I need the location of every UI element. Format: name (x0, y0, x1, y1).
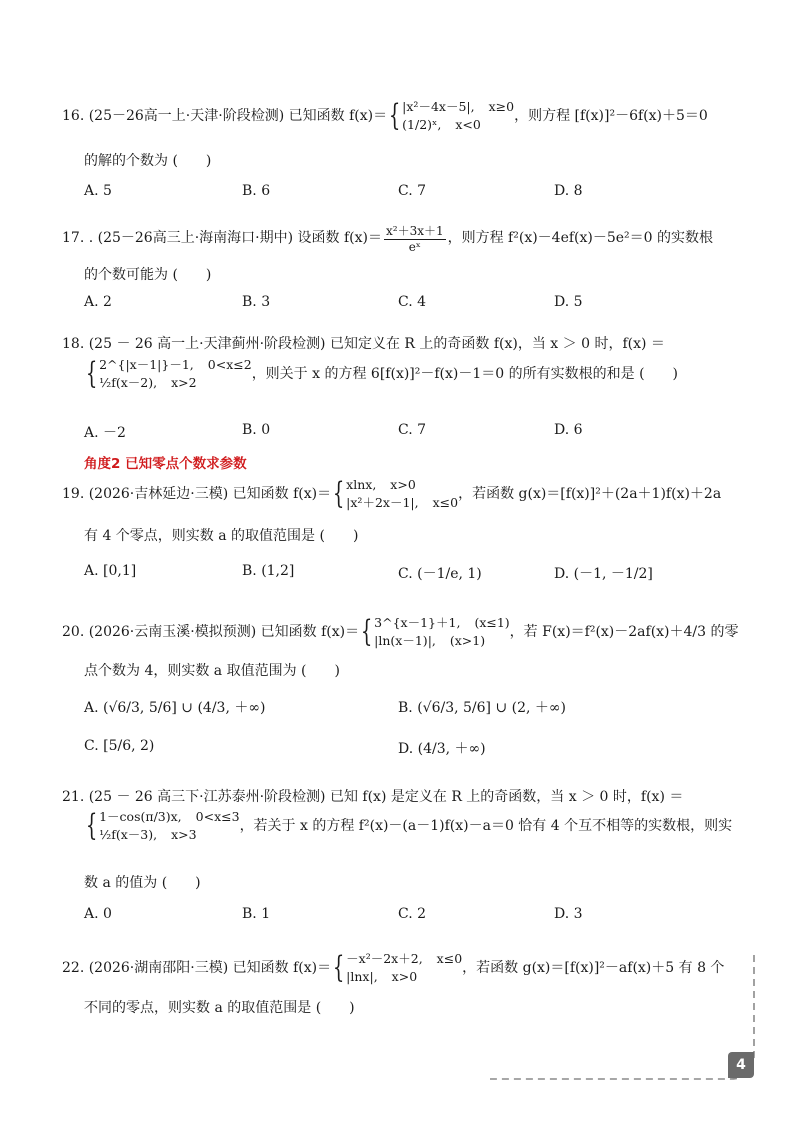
q18-case1: 2^{|x－1|}－1, (99, 357, 194, 372)
q16-option-d[interactable]: D. 8 (554, 183, 583, 199)
q21-piecewise (99, 808, 239, 844)
q17-line2: 的个数可能为 ( ) (84, 267, 212, 283)
q17-denominator: eˣ (408, 240, 421, 254)
q22-post: ，若函数 g(x)＝[f(x)]²－af(x)＋5 有 8 个 (462, 960, 725, 977)
q22-case2: |lnx|, (346, 969, 378, 985)
q19-line2: 有 4 个零点，则实数 a 的取值范围是 ( ) (84, 528, 359, 544)
q18-line1: 18. (25 － 26 高一上·天津蓟州·阶段检测) 已知定义在 R 上的奇函数 f(x)，当 x ＞ 0 时，f(x) ＝ (62, 336, 665, 352)
q21-cond2: x>3 (171, 827, 197, 843)
q16-line2: 的解的个数为 ( ) (84, 153, 212, 169)
q18-option-a[interactable]: A. －2 (84, 425, 126, 441)
q16-post: ，则方程 [f(x)]²－6f(x)＋5＝0 (514, 108, 708, 125)
q18-line2 (84, 356, 678, 392)
q16-case1: |x²－4x－5|, (402, 99, 475, 114)
q22-cond2: x>0 (391, 969, 418, 985)
q22-line2: 不同的零点，则实数 a 的取值范围是 ( ) (84, 1000, 355, 1016)
q21-case2: ½f(x－3), (99, 827, 158, 843)
q22-cond1: x≤0 (436, 951, 463, 966)
q19-case2: |x²＋2x－1|, (346, 495, 419, 511)
q20-option-a[interactable]: A. (√6/3, 5/6] ∪ (4/3, ＋∞) (84, 700, 266, 716)
q16-cond2: x<0 (455, 117, 481, 133)
q21-cond1: 0<x≤3 (195, 809, 240, 824)
q16-case2: (1/2)ˣ, (402, 117, 442, 133)
q21-line2 (84, 808, 732, 844)
q17-option-a[interactable]: A. 2 (84, 294, 112, 310)
brace: { (332, 950, 345, 986)
q16-stem (62, 98, 708, 134)
q17-pre: 17. . (25－26高三上·海南海口·期中) 设函数 f(x)＝ (62, 230, 382, 246)
brace: { (85, 808, 98, 844)
q19-stem (62, 476, 721, 512)
q18-piecewise (99, 356, 252, 392)
q19-pre: 19. (2026·吉林延边·三模) 已知函数 f(x)＝ (62, 486, 332, 503)
brace: { (388, 98, 401, 134)
q17-stem (62, 222, 713, 254)
q21-option-a[interactable]: A. 0 (84, 906, 112, 922)
q20-stem (62, 614, 739, 650)
q20-option-d[interactable]: D. (4/3, ＋∞) (398, 741, 486, 757)
brace: { (360, 614, 373, 650)
q20-cond2: (x>1) (449, 633, 486, 649)
q20-line2: 点个数为 4，则实数 a 取值范围为 ( ) (84, 663, 340, 679)
q20-cond1: (x≤1) (474, 615, 510, 630)
q21-post: ，若关于 x 的方程 f²(x)－(a－1)f(x)－a＝0 恰有 4 个互不相等的实数根，则实 (239, 818, 733, 835)
q22-case1: －x²－2x＋2, (346, 951, 423, 966)
q19-post: ，若函数 g(x)＝[f(x)]²＋(2a＋1)f(x)＋2a (458, 486, 722, 503)
q21-case1: 1－cos(π/3)x, (99, 809, 182, 824)
page-number: 4 (728, 1052, 754, 1078)
brace: { (85, 356, 98, 392)
q16-cond1: x≥0 (488, 99, 515, 114)
q19-option-c[interactable]: C. (－1/e, 1) (398, 566, 482, 582)
q19-case1: xlnx, (346, 477, 377, 492)
q17-option-c[interactable]: C. 4 (398, 294, 427, 310)
q18-cond1: 0<x≤2 (207, 357, 252, 372)
q21-option-c[interactable]: C. 2 (398, 906, 427, 922)
q21-line1: 21. (25 － 26 高三下·江苏泰州·阶段检测) 已知 f(x) 是定义在 R 上的奇函数，当 x ＞ 0 时，f(x) ＝ (62, 789, 684, 805)
q21-option-b[interactable]: B. 1 (242, 906, 271, 922)
q20-option-c[interactable]: C. [5/6, 2) (84, 738, 155, 754)
q18-option-c[interactable]: C. 7 (398, 422, 427, 438)
q19-option-d[interactable]: D. (－1, －1/2] (554, 566, 653, 582)
q21-line3: 数 a 的值为 ( ) (84, 875, 201, 891)
q18-post: ，则关于 x 的方程 6[f(x)]²－f(x)－1＝0 的所有实数根的和是 ( ) (251, 366, 679, 383)
q20-case1: 3^{x－1}＋1, (374, 615, 461, 630)
page-corner-dashes (480, 955, 770, 1085)
q19-option-a[interactable]: A. [0,1] (84, 563, 137, 579)
q20-option-b[interactable]: B. (√6/3, 5/6] ∪ (2, ＋∞) (398, 700, 567, 716)
q20-post: ，若 F(x)＝f²(x)－2af(x)＋4/3 的零 (509, 624, 739, 641)
q18-case2: ½f(x－2), (99, 375, 158, 391)
q22-piecewise (346, 950, 462, 986)
q17-fraction (384, 222, 446, 254)
q17-numerator: x²＋3x＋1 (385, 224, 444, 238)
q16-option-a[interactable]: A. 5 (84, 183, 112, 199)
q18-cond2: x>2 (171, 375, 197, 391)
q22-pre: 22. (2026·湖南邵阳·三模) 已知函数 f(x)＝ (62, 960, 332, 977)
q19-cond2: x≤0 (432, 495, 459, 511)
brace: { (332, 476, 345, 512)
q16-pre: 16. (25－26高一上·天津·阶段检测) 已知函数 f(x)＝ (62, 108, 388, 125)
q19-piecewise (346, 476, 458, 512)
q20-pre: 20. (2026·云南玉溪·模拟预测) 已知函数 f(x)＝ (62, 624, 360, 641)
q18-option-b[interactable]: B. 0 (242, 422, 271, 438)
q20-piecewise (374, 614, 510, 650)
q18-option-d[interactable]: D. 6 (554, 422, 583, 438)
q21-option-d[interactable]: D. 3 (554, 906, 583, 922)
section-heading: 角度2 已知零点个数求参数 (84, 456, 247, 472)
q17-option-b[interactable]: B. 3 (242, 294, 271, 310)
q17-post: ，则方程 f²(x)－4ef(x)－5e²＝0 的实数根 (447, 230, 714, 246)
q16-option-b[interactable]: B. 6 (242, 183, 271, 199)
q20-case2: |ln(x－1)|, (374, 633, 436, 649)
q17-option-d[interactable]: D. 5 (554, 294, 583, 310)
q16-piecewise (402, 98, 514, 134)
q16-option-c[interactable]: C. 7 (398, 183, 427, 199)
q19-option-b[interactable]: B. (1,2] (242, 563, 295, 579)
q19-cond1: x>0 (390, 477, 416, 492)
